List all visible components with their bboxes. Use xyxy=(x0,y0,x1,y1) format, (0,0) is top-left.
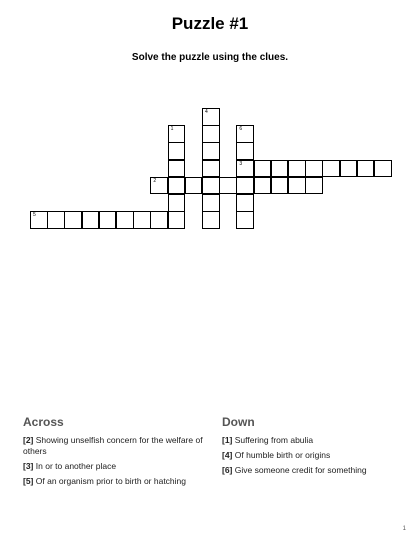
crossword-cell[interactable] xyxy=(99,211,117,229)
crossword-cell[interactable] xyxy=(47,211,65,229)
crossword-cell[interactable] xyxy=(185,177,203,195)
clue-down-6 xyxy=(222,465,402,476)
crossword-cell[interactable] xyxy=(64,211,82,229)
cell-number: 3 xyxy=(239,160,243,167)
crossword-cell[interactable] xyxy=(357,160,375,178)
crossword-cell[interactable] xyxy=(168,211,186,229)
clue-text: In or to another place xyxy=(35,461,117,471)
crossword-cell[interactable] xyxy=(236,142,254,160)
crossword-cell[interactable] xyxy=(305,177,323,195)
clue-text: Of an organism prior to birth or hatching xyxy=(35,476,187,486)
clue-text: Of humble birth or origins xyxy=(234,450,331,460)
crossword-cell[interactable] xyxy=(271,177,289,195)
crossword-cell[interactable] xyxy=(288,160,306,178)
crossword-cell[interactable] xyxy=(219,177,237,195)
crossword-cell[interactable] xyxy=(168,125,186,143)
crossword-cell[interactable] xyxy=(254,177,272,195)
cell-number: 5 xyxy=(33,212,36,219)
crossword-cell[interactable] xyxy=(150,211,168,229)
clue-down-4 xyxy=(222,450,402,461)
crossword-cell[interactable] xyxy=(271,160,289,178)
cell-number: 1 xyxy=(170,126,174,133)
crossword-cell[interactable] xyxy=(116,211,134,229)
across-clues xyxy=(23,415,203,491)
crossword-cell[interactable] xyxy=(202,125,220,143)
clue-down-1 xyxy=(222,435,402,446)
down-heading: Down xyxy=(222,415,255,429)
crossword-cell[interactable] xyxy=(322,160,340,178)
crossword-cell[interactable] xyxy=(30,211,48,229)
crossword-cell[interactable] xyxy=(236,194,254,212)
clue-across-2 xyxy=(23,435,203,457)
across-heading: Across xyxy=(23,415,64,429)
crossword-cell[interactable] xyxy=(202,108,220,126)
clue-number: [4] xyxy=(222,450,233,460)
crossword-cell[interactable] xyxy=(168,177,186,195)
crossword-cell[interactable] xyxy=(236,125,254,143)
clue-number: [6] xyxy=(222,465,233,475)
crossword-cell[interactable] xyxy=(168,142,186,160)
clue-across-5 xyxy=(23,476,203,487)
page-title: Puzzle #1 xyxy=(171,14,249,33)
clue-number: [2] xyxy=(23,435,34,445)
down-clues xyxy=(222,415,402,480)
clue-text: Suffering from abulia xyxy=(234,435,314,445)
crossword-cell[interactable] xyxy=(202,160,220,178)
clue-text: Showing unselfish concern for the welfare of others xyxy=(23,435,203,456)
crossword-cell[interactable] xyxy=(254,160,272,178)
crossword-cell[interactable] xyxy=(236,211,254,229)
clue-number: [5] xyxy=(23,476,34,486)
clue-number: [3] xyxy=(23,461,34,471)
page-number: 1 xyxy=(402,526,406,532)
page-subtitle: Solve the puzzle using the clues. xyxy=(131,52,289,63)
clue-across-3 xyxy=(23,461,203,472)
clue-text: Give someone credit for something xyxy=(234,465,367,475)
cell-number: 2 xyxy=(153,177,157,184)
crossword-cell[interactable] xyxy=(288,177,306,195)
crossword-cell[interactable] xyxy=(168,160,186,178)
crossword-cell[interactable] xyxy=(236,160,254,178)
crossword-cell[interactable] xyxy=(133,211,151,229)
crossword-cell[interactable] xyxy=(340,160,358,178)
crossword-cell[interactable] xyxy=(202,142,220,160)
crossword-cell[interactable] xyxy=(305,160,323,178)
crossword-cell[interactable] xyxy=(202,194,220,212)
crossword-cell[interactable] xyxy=(150,177,168,195)
cell-number: 4 xyxy=(205,109,208,115)
crossword-cell[interactable] xyxy=(374,160,392,178)
crossword-cell[interactable] xyxy=(202,177,220,195)
clue-number: [1] xyxy=(222,435,233,445)
crossword-cell[interactable] xyxy=(202,211,220,229)
crossword-cell[interactable] xyxy=(82,211,100,229)
crossword-cell[interactable] xyxy=(236,177,254,195)
crossword-cell[interactable] xyxy=(168,194,186,212)
cell-number: 6 xyxy=(239,126,243,133)
